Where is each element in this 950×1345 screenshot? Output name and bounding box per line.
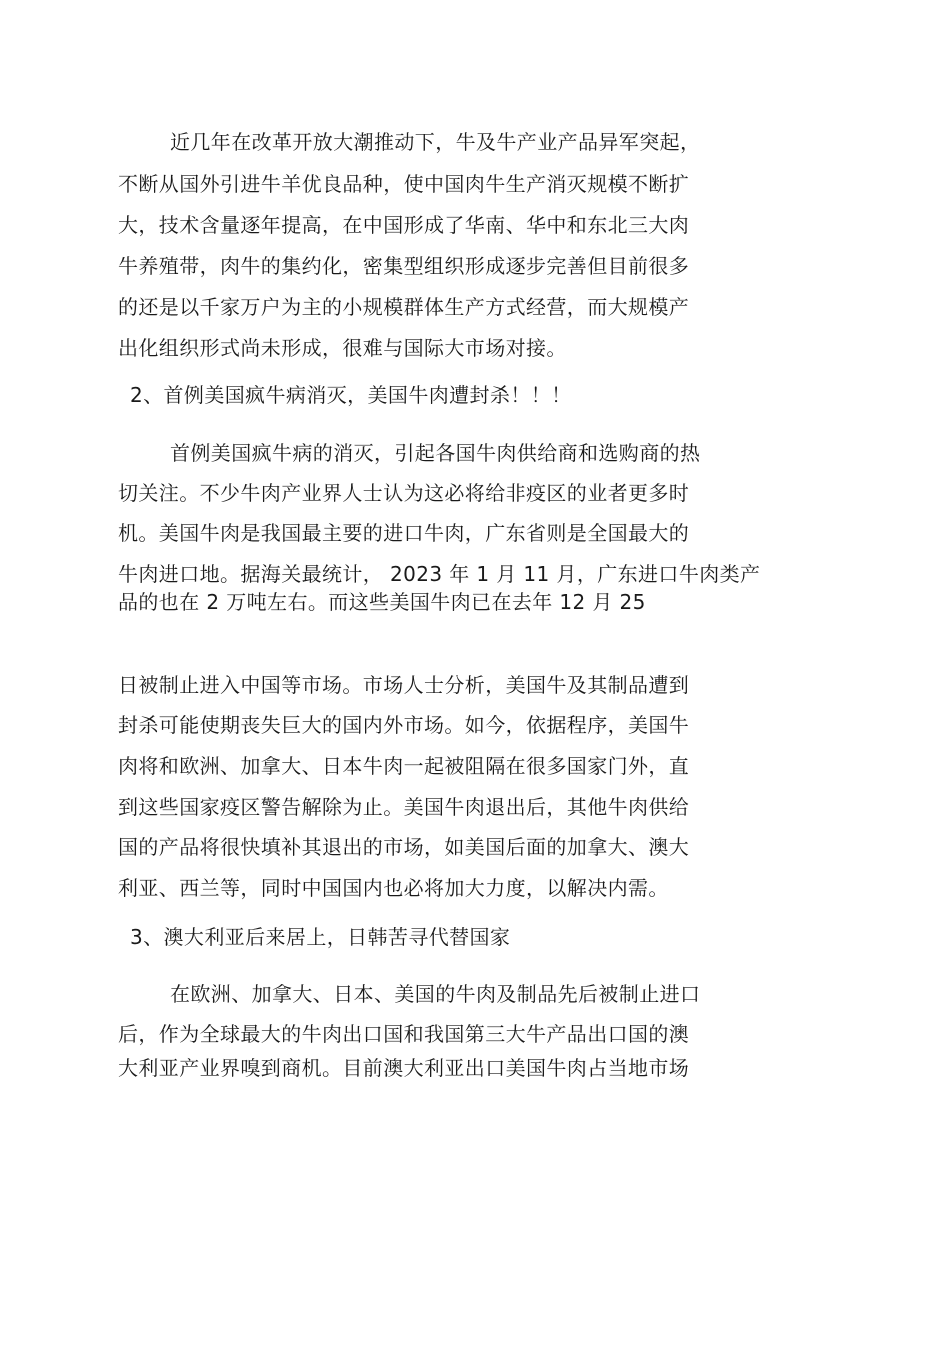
paragraph-1-line-2: 不断从国外引进牛羊优良品种，使中国肉牛生产消灭规模不断扩 (118, 172, 690, 196)
paragraph-2-line-6: 日被制止进入中国等市场。市场人士分析，美国牛及其制品遭到 (118, 673, 690, 697)
paragraph-2-line-2: 切关注。不少牛肉产业界人士认为这必将给非疫区的业者更多时 (118, 481, 690, 505)
paragraph-2-line-9: 到这些国家疫区警告解除为止。美国牛肉退出后，其他牛肉供给 (118, 795, 690, 819)
paragraph-3-line-2: 后，作为全球最大的牛肉出口国和我国第三大牛产品出口国的澳 (118, 1022, 690, 1046)
paragraph-1-line-3: 大，技术含量逐年提高，在中国形成了华南、华中和东北三大肉 (118, 213, 690, 237)
paragraph-2-line-10: 国的产品将很快填补其退出的市场，如美国后面的加拿大、澳大 (118, 835, 690, 859)
section-heading-3: 3、澳大利亚后来居上，日韩苦寻代替国家 (130, 925, 511, 949)
paragraph-3-line-1: 在欧洲、加拿大、日本、美国的牛肉及制品先后被制止进口 (170, 982, 701, 1006)
paragraph-2-line-8: 肉将和欧洲、加拿大、日本牛肉一起被阻隔在很多国家门外，直 (118, 754, 690, 778)
section-heading-2: 2、首例美国疯牛病消灭，美国牛肉遭封杀！！！ (130, 383, 572, 407)
paragraph-2-line-1: 首例美国疯牛病的消灭，引起各国牛肉供给商和选购商的热 (170, 441, 701, 465)
paragraph-2-line-7: 封杀可能使期丧失巨大的国内外市场。如今，依据程序，美国牛 (118, 713, 690, 737)
paragraph-1-line-5: 的还是以千家万户为主的小规模群体生产方式经营，而大规模产 (118, 295, 690, 319)
paragraph-1-line-6: 出化组织形式尚未形成，很难与国际大市场对接。 (118, 336, 567, 360)
paragraph-1-line-4: 牛养殖带，肉牛的集约化，密集型组织形成逐步完善但目前很多 (118, 254, 690, 278)
paragraph-2-line-3: 机。美国牛肉是我国最主要的进口牛肉，广东省则是全国最大的 (118, 521, 690, 545)
paragraph-3-line-3: 大利亚产业界嗅到商机。目前澳大利亚出口美国牛肉占当地市场 (118, 1056, 690, 1080)
paragraph-2-line-5: 品的也在 2 万吨左右。而这些美国牛肉已在去年 12 月 25 (118, 590, 646, 614)
paragraph-2-line-4: 牛肉进口地。据海关最统计， 2023 年 1 月 11 月，广东进口牛肉类产 (118, 562, 761, 586)
paragraph-2-line-11: 利亚、西兰等，同时中国国内也必将加大力度，以解决内需。 (118, 876, 669, 900)
paragraph-1-line-1: 近几年在改革开放大潮推动下，牛及牛产业产品异军突起， (170, 130, 701, 154)
